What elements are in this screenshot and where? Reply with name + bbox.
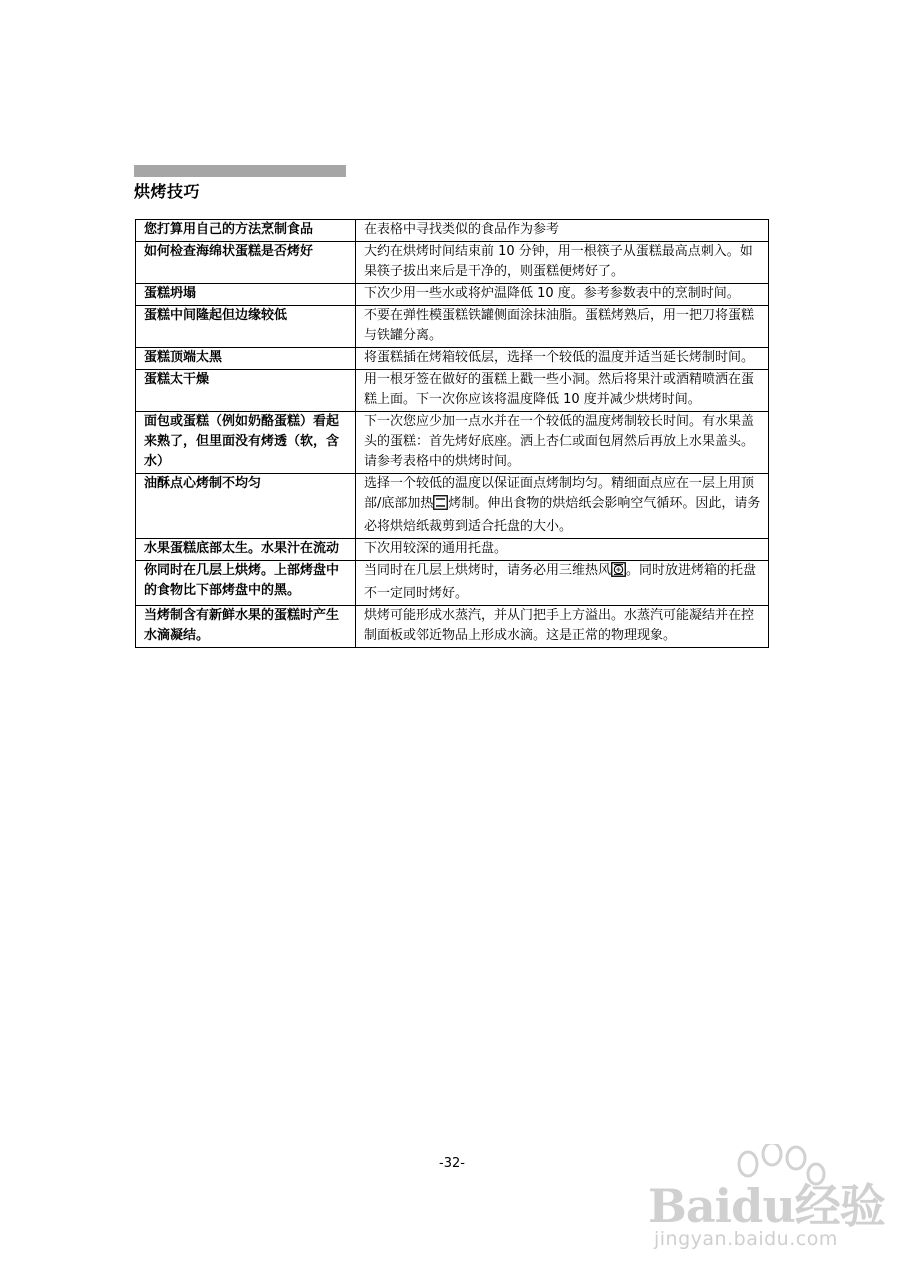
solution-cell: 在表格中寻找类似的食品作为参考 bbox=[356, 220, 769, 242]
problem-cell: 您打算用自己的方法烹制食品 bbox=[136, 220, 356, 242]
solution-text-part-1: 当同时在几层上烘烤时，请务必用三维热风 bbox=[364, 563, 612, 578]
3d-hot-air-icon bbox=[611, 562, 626, 584]
problem-cell: 当烤制含有新鲜水果的蛋糕时产生水滴凝结。 bbox=[136, 606, 356, 648]
problem-cell: 水果蛋糕底部太生。水果汁在流动 bbox=[136, 539, 356, 561]
solution-cell: 下次用较深的通用托盘。 bbox=[356, 539, 769, 561]
solution-text-part-2: 。同时放进烤箱的托盘不一定同时烤好。 bbox=[364, 563, 757, 601]
table-row bbox=[136, 284, 769, 306]
table-row bbox=[136, 370, 769, 412]
table-row bbox=[136, 474, 769, 539]
top-bottom-heat-icon bbox=[433, 495, 448, 517]
solution-cell bbox=[356, 474, 769, 539]
problem-cell: 蛋糕中间隆起但边缘较低 bbox=[136, 306, 356, 348]
table-row bbox=[136, 220, 769, 242]
problem-cell: 油酥点心烤制不均匀 bbox=[136, 474, 356, 539]
table-row bbox=[136, 412, 769, 474]
baidu-jingyan-watermark bbox=[640, 1144, 885, 1256]
solution-cell: 将蛋糕插在烤箱较低层，选择一个较低的温度并适当延长烤制时间。 bbox=[356, 348, 769, 370]
problem-cell: 如何检查海绵状蛋糕是否烤好 bbox=[136, 242, 356, 284]
problem-cell: 面包或蛋糕（例如奶酪蛋糕）看起来熟了，但里面没有烤透（软，含水） bbox=[136, 412, 356, 474]
solution-cell: 下次少用一些水或将炉温降低 10 度。参考参数表中的烹制时间。 bbox=[356, 284, 769, 306]
solution-text-part-1: 选择一个较低的温度以保证面点烤制均匀。精细面点应在一层上用顶部/底部加热 bbox=[364, 476, 755, 511]
watermark-logo-text: Baidu经验 bbox=[648, 1179, 885, 1233]
table-row bbox=[136, 606, 769, 648]
problem-cell: 蛋糕坍塌 bbox=[136, 284, 356, 306]
problem-cell: 蛋糕顶端太黑 bbox=[136, 348, 356, 370]
solution-cell: 不要在弹性模蛋糕铁罐侧面涂抹油脂。蛋糕烤熟后，用一把刀将蛋糕与铁罐分离。 bbox=[356, 306, 769, 348]
baking-tips-table bbox=[135, 219, 769, 648]
problem-cell: 你同时在几层上烘烤。上部烤盘中的食物比下部烤盘中的黑。 bbox=[136, 561, 356, 606]
problem-cell: 蛋糕太干燥 bbox=[136, 370, 356, 412]
section-title: 烘烤技巧 bbox=[134, 182, 201, 201]
page-number: -32- bbox=[439, 1156, 465, 1171]
table-row bbox=[136, 348, 769, 370]
solution-cell bbox=[356, 561, 769, 606]
section-title-bar bbox=[134, 165, 346, 177]
solution-text-part-2: 烤制。伸出食物的烘焙纸会影响空气循环。因此，请务必将烘焙纸裁剪到适合托盘的大小。 bbox=[364, 496, 761, 534]
watermark-url: jingyan.baidu.com bbox=[654, 1228, 838, 1250]
table-row bbox=[136, 561, 769, 606]
table-row bbox=[136, 306, 769, 348]
table-row bbox=[136, 539, 769, 561]
solution-cell: 大约在烘烤时间结束前 10 分钟，用一根筷子从蛋糕最高点刺入。如果筷子拔出来后是干净的，则蛋糕便烤好了。 bbox=[356, 242, 769, 284]
solution-cell: 下一次您应少加一点水并在一个较低的温度烤制较长时间。有水果盖头的蛋糕：首先烤好底座。洒上杏仁或面包屑然后再放上水果盖头。请参考表格中的烘烤时间。 bbox=[356, 412, 769, 474]
table-row bbox=[136, 242, 769, 284]
solution-cell: 烘烤可能形成水蒸汽，并从门把手上方溢出。水蒸汽可能凝结并在控制面板或邻近物品上形成水滴。这是正常的物理现象。 bbox=[356, 606, 769, 648]
solution-cell: 用一根牙签在做好的蛋糕上戳一些小洞。然后将果汁或酒精喷洒在蛋糕上面。下一次你应该将温度降低 10 度并减少烘烤时间。 bbox=[356, 370, 769, 412]
